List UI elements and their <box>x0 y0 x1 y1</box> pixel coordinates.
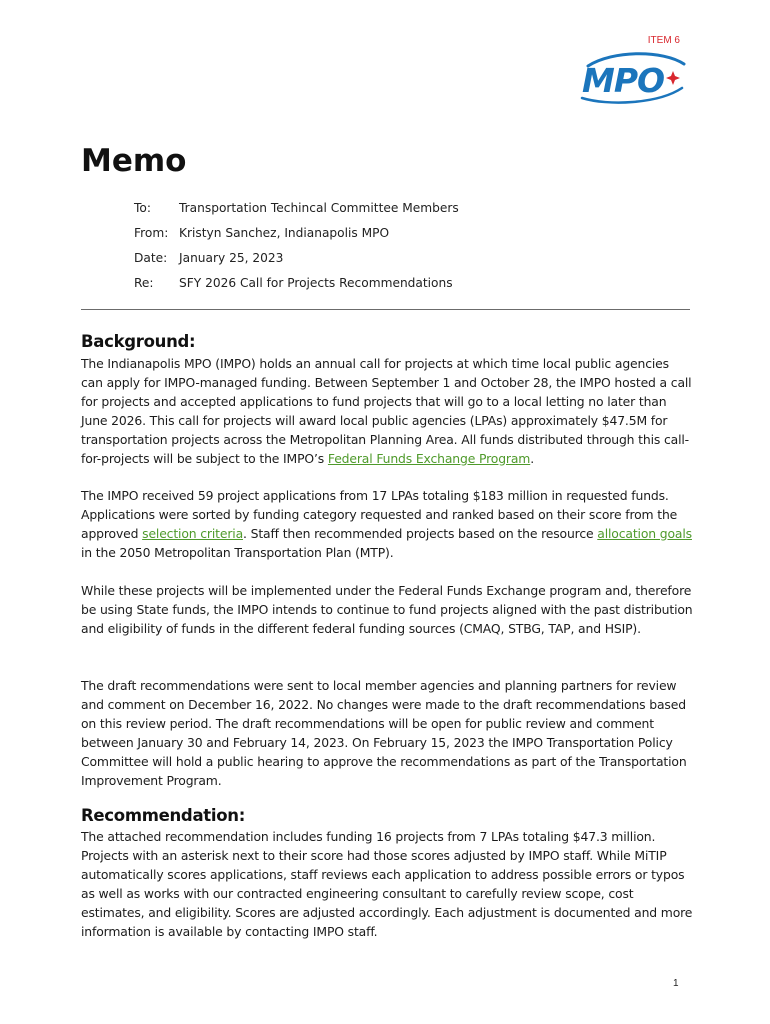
logo-star-icon <box>666 71 680 85</box>
memo-date-label: Date: <box>134 251 168 265</box>
header-divider <box>81 309 690 310</box>
selection-criteria-link[interactable]: selection criteria <box>142 525 244 541</box>
memo-from-label: From: <box>134 226 169 240</box>
page-number: 1 <box>673 978 679 989</box>
memo-re-label: Re: <box>134 276 154 290</box>
recommendation-paragraph-1: The attached recommendation includes funding 16 projects from 7 LPAs totaling $47.3 million. Projects with an asterisk next to their score had those scores adjusted by IMPO staff. While MiTIP automatically scores applications, staff reviews each application to address possible errors or typos as well as works with our contracted engineering consultant to carefully review scope, cost estimates, and eligibility. Scores are adjusted accordingly. Each adjustment is documented and more information is available by contacting IMPO staff. <box>81 829 693 939</box>
background-p1-end: . <box>530 450 535 466</box>
background-p1-text: The Indianapolis MPO (IMPO) holds an annual call for projects at which time local public agencies can apply for IMPO-managed funding. Between September 1 and October 28, the IMPO hosted a call for projects and accepted applications to fund projects that will go to a local letting no later than June 2026. This call for projects will award local public agencies (LPAs) approximately $47.5M for transportation projects across the Metropolitan Planning Area. All funds distributed through this call-for-projects will be subject to the IMPO’s <box>81 356 692 466</box>
memo-title: Memo <box>81 143 187 179</box>
background-paragraph-2 <box>81 487 693 563</box>
background-p2-end: in the 2050 Metropolitan Transportation Plan (MTP). <box>81 544 394 560</box>
background-paragraph-3: While these projects will be implemented under the Federal Funds Exchange program and, therefore be using State funds, the IMPO intends to continue to fund projects aligned with the past distribution and eligibility of funds in the different federal funding sources (CMAQ, STBG, TAP, and HSIP). <box>81 583 693 636</box>
mpo-logo <box>578 52 690 104</box>
allocation-goals-link[interactable]: allocation goals <box>597 525 692 541</box>
memo-to-value: Transportation Techincal Committee Members <box>179 201 459 215</box>
federal-funds-exchange-link[interactable]: Federal Funds Exchange Program <box>327 450 531 466</box>
background-paragraph-4: The draft recommendations were sent to local member agencies and planning partners for review and comment on December 16, 2022. No changes were made to the draft recommendations based on this review period. The draft recommendations will be open for public review and comment between January 30 and February 14, 2023. On February 15, 2023 the IMPO Transportation Policy Committee will hold a public hearing to approve the recommendations as part of the Transportation Improvement Program. <box>81 678 687 788</box>
background-heading: Background: <box>81 332 196 351</box>
recommendation-heading: Recommendation: <box>81 806 246 825</box>
memo-re-value: SFY 2026 Call for Projects Recommendations <box>179 276 453 290</box>
memo-from-value: Kristyn Sanchez, Indianapolis MPO <box>179 226 390 240</box>
background-p2-text: The IMPO received 59 project applications from 17 LPAs totaling $183 million in requested funds. Applications were sorted by funding category requested and ranked based on their score from the approved <box>81 488 678 541</box>
background-paragraph-1 <box>81 355 693 468</box>
memo-to-label: To: <box>134 201 151 215</box>
memo-date-value: January 25, 2023 <box>179 251 284 265</box>
background-p2-mid: . Staff then recommended projects based on the resource <box>243 525 598 541</box>
logo-text: MPO <box>582 61 665 100</box>
item-label: ITEM 6 <box>647 35 680 46</box>
